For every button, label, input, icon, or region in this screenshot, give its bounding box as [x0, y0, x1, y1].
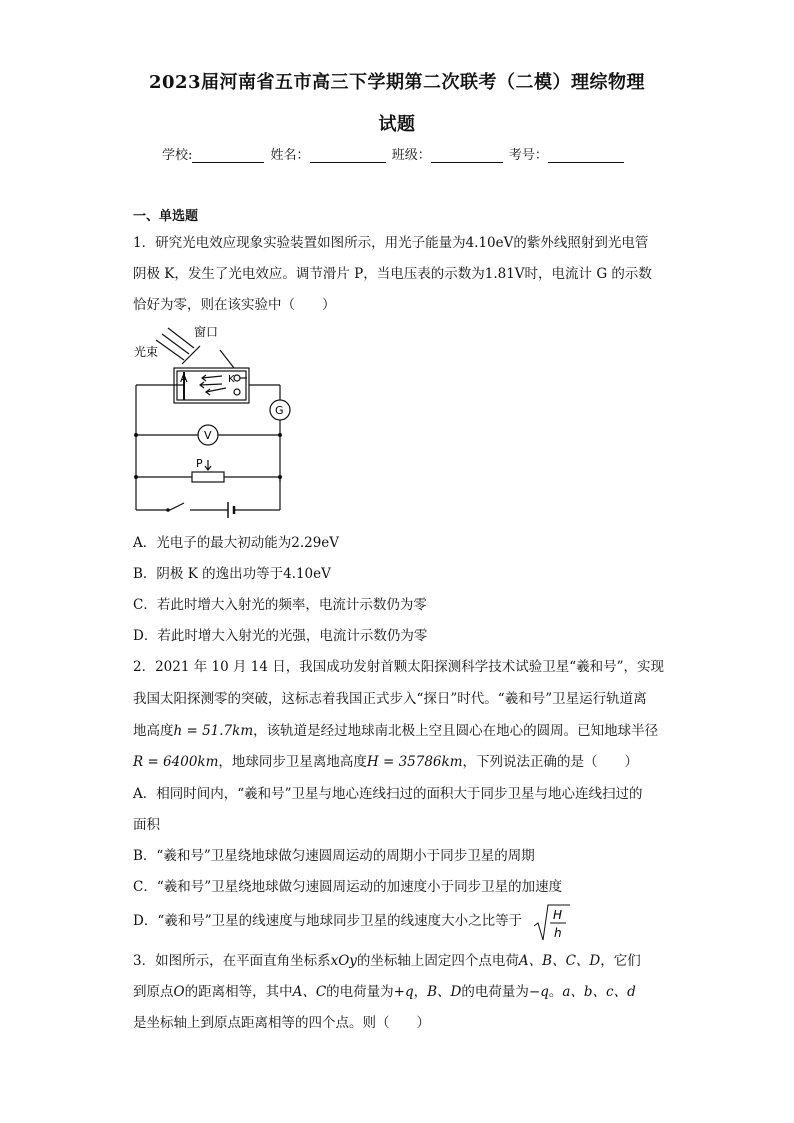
sqrt-H-over-h-formula: [532, 902, 572, 944]
q1-option-a: A．光电子的最大初动能为2.29eV: [133, 535, 340, 551]
q3-stem-line3: 是坐标轴上到原点距离相等的四个点。则（ ）: [133, 1015, 430, 1031]
earth-radius-expr: R = 6400km: [133, 754, 219, 770]
exam-title-line1: 2023届河南省五市高三下学期第二次联考（二模）理综物理: [148, 72, 646, 93]
q3-stem-line2: 到原点O的距离相等，其中A、C的电荷量为+q，B、D的电荷量为−q。a、b、c、d: [133, 984, 636, 1000]
photoelectric-circuit-diagram: [128, 320, 298, 525]
q1-stem-line2: 阴极 K，发生了光电效应。调节滑片 P，当电压表的示数为1.81V时，电流计 G 的示数: [133, 266, 652, 282]
q2-option-d: D．“羲和号”卫星的线速度与地球同步卫星的线速度大小之比等于: [133, 913, 523, 929]
anode-label: A: [180, 372, 188, 385]
q2-option-a-line2: 面积: [133, 817, 160, 833]
name-blank[interactable]: [310, 148, 386, 163]
school-label: 学校:: [162, 148, 193, 163]
q2-option-b: B．“羲和号”卫星绕地球做匀速圆周运动的周期小于同步卫星的周期: [133, 848, 535, 864]
class-label: 班级：: [391, 148, 431, 163]
q2-stem-line3: 地高度h = 51.7km，该轨道是经过地球南北极上空且圆心在地心的圆周。已知地球半径: [133, 723, 659, 739]
window-label: 窗口: [194, 325, 219, 339]
number-label: 考号：: [508, 148, 548, 163]
slider-label: P: [196, 457, 203, 470]
q2-option-a-line1: A．相同时间内，“羲和号”卫星与地心连线扫过的面积大于同步卫星与地心连线扫过的: [133, 786, 643, 802]
class-blank[interactable]: [431, 148, 503, 163]
voltmeter-label: V: [204, 429, 212, 442]
beam-label: 光束: [134, 345, 159, 359]
q3-stem-line1: 3．如图所示，在平面直角坐标系xOy的坐标轴上固定四个点电荷A、B、C、D，它们: [133, 953, 641, 969]
q2-stem-line2: 我国太阳探测零的突破，这标志着我国正式步入“探日”时代。“羲和号”卫星运行轨道离: [133, 691, 647, 707]
orbit-height-expr: h = 51.7km: [173, 723, 254, 739]
q2-stem-line1: 2．2021 年 10 月 14 日，我国成功发射首颗太阳探测科学技术试验卫星“羲和号”，实现: [133, 659, 665, 675]
galvanometer-label: G: [275, 404, 284, 417]
section-heading: 一、单选题: [133, 209, 199, 224]
q1-option-b: B．阴极 K 的逸出功等于4.10eV: [133, 566, 331, 582]
q1-option-c: C．若此时增大入射光的频率，电流计示数仍为零: [133, 597, 427, 613]
q2-option-c: C．“羲和号”卫星绕地球做匀速圆周运动的加速度小于同步卫星的加速度: [133, 879, 563, 895]
name-label: 姓名：: [270, 148, 310, 163]
student-info-row: [162, 144, 626, 163]
q1-stem-line1: 1．研究光电效应现象实验装置如图所示，用光子能量为4.10eV的紫外线照射到光电管: [133, 235, 649, 251]
q2-stem-line4: R = 6400km，地球同步卫星离地高度H = 35786km，下列说法正确的是（ ）: [133, 754, 639, 770]
sync-height-expr: H = 35786km: [366, 754, 463, 770]
school-blank[interactable]: [192, 148, 264, 163]
q1-stem-line3: 恰好为零，则在该实验中（ ）: [133, 297, 336, 313]
number-blank[interactable]: [548, 148, 624, 163]
q1-option-d: D．若此时增大入射光的光强，电流计示数仍为零: [133, 628, 428, 644]
formula-denominator: h: [554, 926, 562, 940]
cathode-label: K: [228, 374, 235, 385]
exam-title-line2: 试题: [378, 114, 416, 135]
formula-numerator: H: [553, 908, 563, 922]
